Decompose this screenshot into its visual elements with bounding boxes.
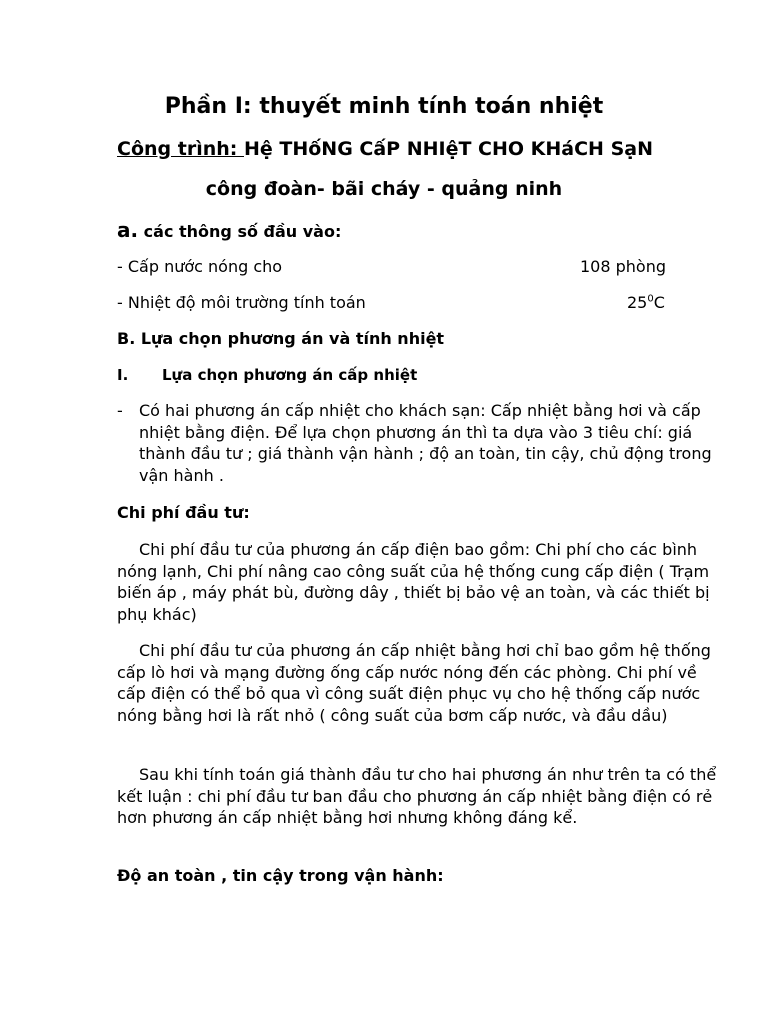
section-a-heading <box>117 218 341 242</box>
param-value-temperature <box>627 293 665 312</box>
bullet-dash: - <box>117 401 123 420</box>
paragraph-electric-cost: Chi phí đầu tư của phương án cấp điện bao gồm: Chi phí cho các bình nóng lạnh, Chi phí nâng cao công suất của hệ thống cung cấp điện ( Trạm biến áp , máy phát bù, đường dây , thiết bị bảo vệ an toàn, và các thiết bị phụ khác) <box>117 540 710 624</box>
section-b-heading: B. Lựa chọn phương án và tính nhiệt <box>117 329 445 348</box>
subsection-1-title: Lựa chọn phương án cấp nhiệt <box>162 366 418 384</box>
project-label: Công trình: <box>117 138 244 160</box>
temperature-unit: C <box>653 293 665 312</box>
subsection-1-heading <box>117 366 417 384</box>
cost-heading: Chi phí đầu tư: <box>117 503 250 522</box>
safety-heading: Độ an toàn , tin cậy trong vận hành: <box>117 866 444 885</box>
section-a-title: các thông số đầu vào: <box>143 222 342 241</box>
paragraph-steam-cost: Chi phí đầu tư của phương án cấp nhiệt bằng hơi chỉ bao gồm hệ thống cấp lò hơi và mạng đường ống cấp nước nóng đến các phòng. Chi phí về cấp điện có thể bỏ qua vì công suất điện phục vụ cho hệ thống cấp nước nóng bằng hơi là rất nhỏ ( công suất của bơm cấp nước, và đầu dầu) <box>117 641 711 725</box>
temperature-number: 25 <box>627 293 648 312</box>
project-line <box>117 138 653 160</box>
paragraph-conclusion: Sau khi tính toán giá thành đầu tư cho hai phương án như trên ta có thể kết luận : chi phí đầu tư ban đầu cho phương án cấp nhiệt bằng điện có rẻ hơn phương án cấp nhiệt bằng hơi nhưng không đáng kể. <box>117 765 717 827</box>
page-title: Phần I: thuyết minh tính toán nhiệt <box>164 94 604 119</box>
bullet-text: Có hai phương án cấp nhiệt cho khách sạn: Cấp nhiệt bằng hơi và cấp nhiệt bằng điện. Để lựa chọn phương án thì ta dựa vào 3 tiêu chí: giá thành đầu tư ; giá thành vận hành ; độ an toàn, tin cậy, chủ động trong vận hành . <box>139 401 712 485</box>
temperature-degree: 0 <box>647 293 654 305</box>
bullet-item <box>117 400 729 486</box>
section-a-letter: a. <box>117 218 139 242</box>
project-name: Hệ THốNG CấP NHIệT CHO KHáCH SạN <box>243 138 653 160</box>
project-location: công đoàn- bãi cháy - quảng ninh <box>205 178 563 200</box>
param-label-temperature: - Nhiệt độ môi trường tính toán <box>117 293 366 312</box>
param-label-rooms: - Cấp nước nóng cho <box>117 257 283 276</box>
subsection-1-number: I. <box>117 366 129 384</box>
param-value-rooms: 108 phòng <box>580 257 667 276</box>
